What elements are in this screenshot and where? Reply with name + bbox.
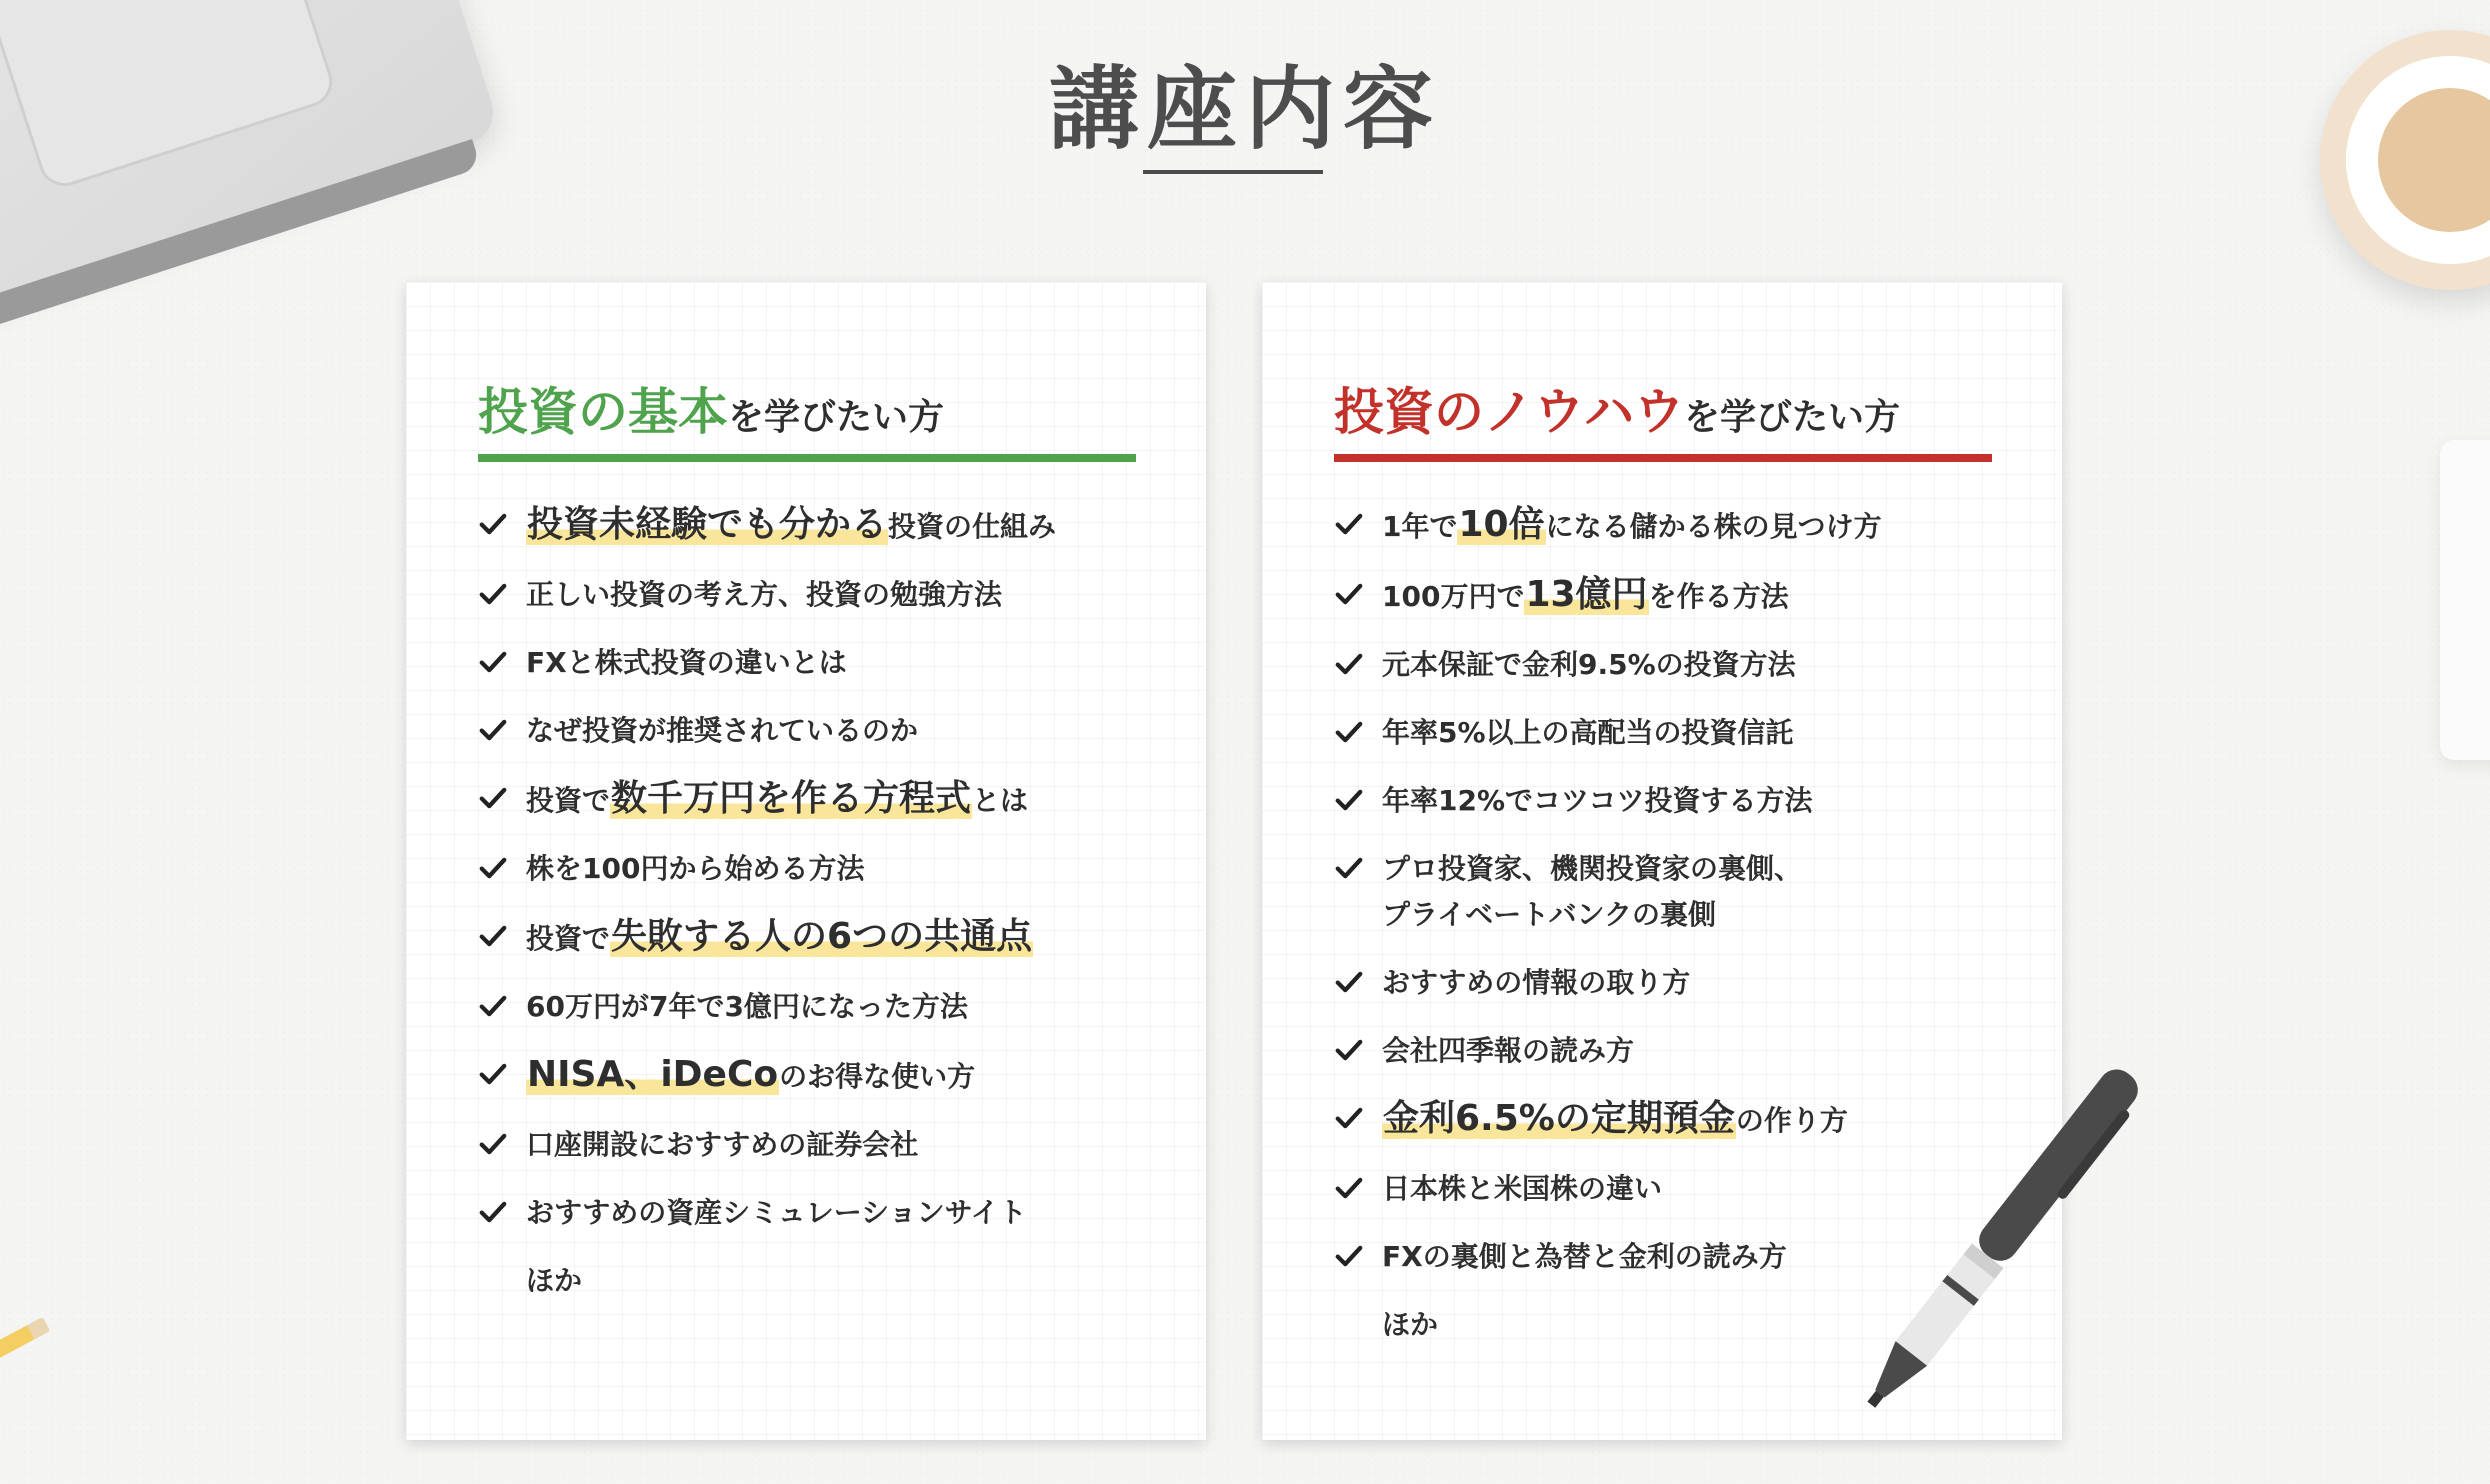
checkmark-icon bbox=[1334, 649, 1364, 679]
pen-decoration bbox=[1840, 1040, 2160, 1440]
item-text-line2: プライベートバンクの裏側 bbox=[1382, 898, 1717, 931]
checkmark-icon bbox=[1334, 785, 1364, 815]
checklist bbox=[478, 502, 1136, 1236]
item-highlight: NISA、iDeCo bbox=[527, 1054, 779, 1095]
checkmark-icon bbox=[1334, 717, 1364, 747]
item-highlight: 数千万円を作る方程式 bbox=[611, 778, 972, 819]
list-item bbox=[478, 1190, 1136, 1236]
list-item bbox=[478, 708, 1136, 754]
card-heading-suffix: を学びたい方 bbox=[728, 397, 945, 438]
list-item bbox=[1334, 846, 1992, 938]
checkmark-icon bbox=[478, 509, 508, 539]
item-text-after: 投資の仕組み bbox=[888, 510, 1057, 543]
list-item bbox=[478, 1122, 1136, 1168]
item-text: 元本保証で金利9.5%の投資方法 bbox=[1382, 648, 1796, 681]
item-text: 株を100円から始める方法 bbox=[526, 852, 865, 885]
card-heading-suffix: を学びたい方 bbox=[1684, 397, 1901, 438]
item-text-after: の作り方 bbox=[1735, 1104, 1848, 1137]
item-highlight: 投資未経験でも分かる bbox=[527, 504, 888, 545]
item-text: FXの裏側と為替と金利の読み方 bbox=[1382, 1240, 1787, 1273]
card-heading-rule bbox=[478, 454, 1136, 462]
item-text: 投資で bbox=[526, 922, 611, 955]
card-heading bbox=[478, 382, 1136, 442]
item-text: 口座開設におすすめの証券会社 bbox=[526, 1128, 919, 1161]
paper-decoration bbox=[2440, 440, 2490, 760]
checkmark-icon bbox=[478, 991, 508, 1021]
item-text: 60万円が7年で3億円になった方法 bbox=[526, 990, 968, 1023]
checkmark-icon bbox=[478, 921, 508, 951]
checkmark-icon bbox=[1334, 1173, 1364, 1203]
card-heading bbox=[1334, 382, 1992, 442]
item-text: 日本株と米国株の違い bbox=[1382, 1172, 1663, 1205]
checkmark-icon bbox=[478, 1059, 508, 1089]
item-text: なぜ投資が推奨されているのか bbox=[526, 714, 919, 747]
card-basics bbox=[406, 282, 1206, 1440]
card-heading-accent: 投資のノウハウ bbox=[1334, 383, 1684, 441]
checkmark-icon bbox=[1334, 853, 1364, 883]
item-highlight: 失敗する人の6つの共通点 bbox=[611, 916, 1033, 957]
item-text: おすすめの情報の取り方 bbox=[1382, 966, 1691, 999]
checkmark-icon bbox=[478, 1197, 508, 1227]
card-heading-rule bbox=[1334, 454, 1992, 462]
item-text: FXと株式投資の違いとは bbox=[526, 646, 847, 679]
item-text: 年率12%でコツコツ投資する方法 bbox=[1382, 784, 1813, 817]
checkmark-icon bbox=[1334, 1103, 1364, 1133]
item-text: プロ投資家、機関投資家の裏側、 bbox=[1382, 852, 1803, 885]
list-item bbox=[1334, 642, 1992, 688]
list-item bbox=[478, 846, 1136, 892]
pencil-decoration bbox=[0, 1317, 50, 1359]
item-highlight: 10倍 bbox=[1458, 504, 1545, 545]
list-footer: ほか bbox=[526, 1264, 583, 1297]
checkmark-icon bbox=[478, 853, 508, 883]
item-text: 会社四季報の読み方 bbox=[1382, 1034, 1635, 1067]
title-underline bbox=[1143, 170, 1323, 174]
item-text-after: とは bbox=[972, 784, 1029, 817]
list-item bbox=[1334, 572, 1992, 620]
item-highlight: 金利6.5%の定期預金 bbox=[1383, 1098, 1735, 1139]
list-item bbox=[478, 1052, 1136, 1100]
item-highlight: 13億円 bbox=[1525, 574, 1648, 615]
item-text: おすすめの資産シミュレーションサイト bbox=[526, 1196, 1027, 1229]
checkmark-icon bbox=[478, 647, 508, 677]
item-text: 1年で bbox=[1382, 510, 1458, 543]
item-text-after: を作る方法 bbox=[1648, 580, 1789, 613]
list-item bbox=[478, 984, 1136, 1030]
list-item bbox=[478, 914, 1136, 962]
checkmark-icon bbox=[478, 715, 508, 745]
checkmark-icon bbox=[1334, 579, 1364, 609]
item-text: 正しい投資の考え方、投資の勉強方法 bbox=[526, 578, 1003, 611]
card-heading-accent: 投資の基本 bbox=[478, 383, 728, 441]
item-text: 年率5%以上の高配当の投資信託 bbox=[1382, 716, 1794, 749]
list-item bbox=[478, 502, 1136, 550]
item-text: 投資で bbox=[526, 784, 611, 817]
checkmark-icon bbox=[1334, 1241, 1364, 1271]
item-text: 100万円で bbox=[1382, 580, 1525, 613]
checkmark-icon bbox=[1334, 509, 1364, 539]
list-item bbox=[1334, 960, 1992, 1006]
list-item bbox=[1334, 778, 1992, 824]
list-item bbox=[478, 640, 1136, 686]
list-footer: ほか bbox=[1382, 1308, 1439, 1341]
section-title: 講座内容 bbox=[1049, 57, 1441, 162]
list-item bbox=[1334, 502, 1992, 550]
checkmark-icon bbox=[478, 579, 508, 609]
item-text-after: になる儲かる株の見つけ方 bbox=[1545, 510, 1882, 543]
item-text-after: のお得な使い方 bbox=[779, 1060, 976, 1093]
list-item bbox=[478, 572, 1136, 618]
list-item bbox=[1334, 710, 1992, 756]
checkmark-icon bbox=[1334, 967, 1364, 997]
checkmark-icon bbox=[478, 1129, 508, 1159]
list-item bbox=[478, 776, 1136, 824]
checkmark-icon bbox=[478, 783, 508, 813]
checkmark-icon bbox=[1334, 1035, 1364, 1065]
